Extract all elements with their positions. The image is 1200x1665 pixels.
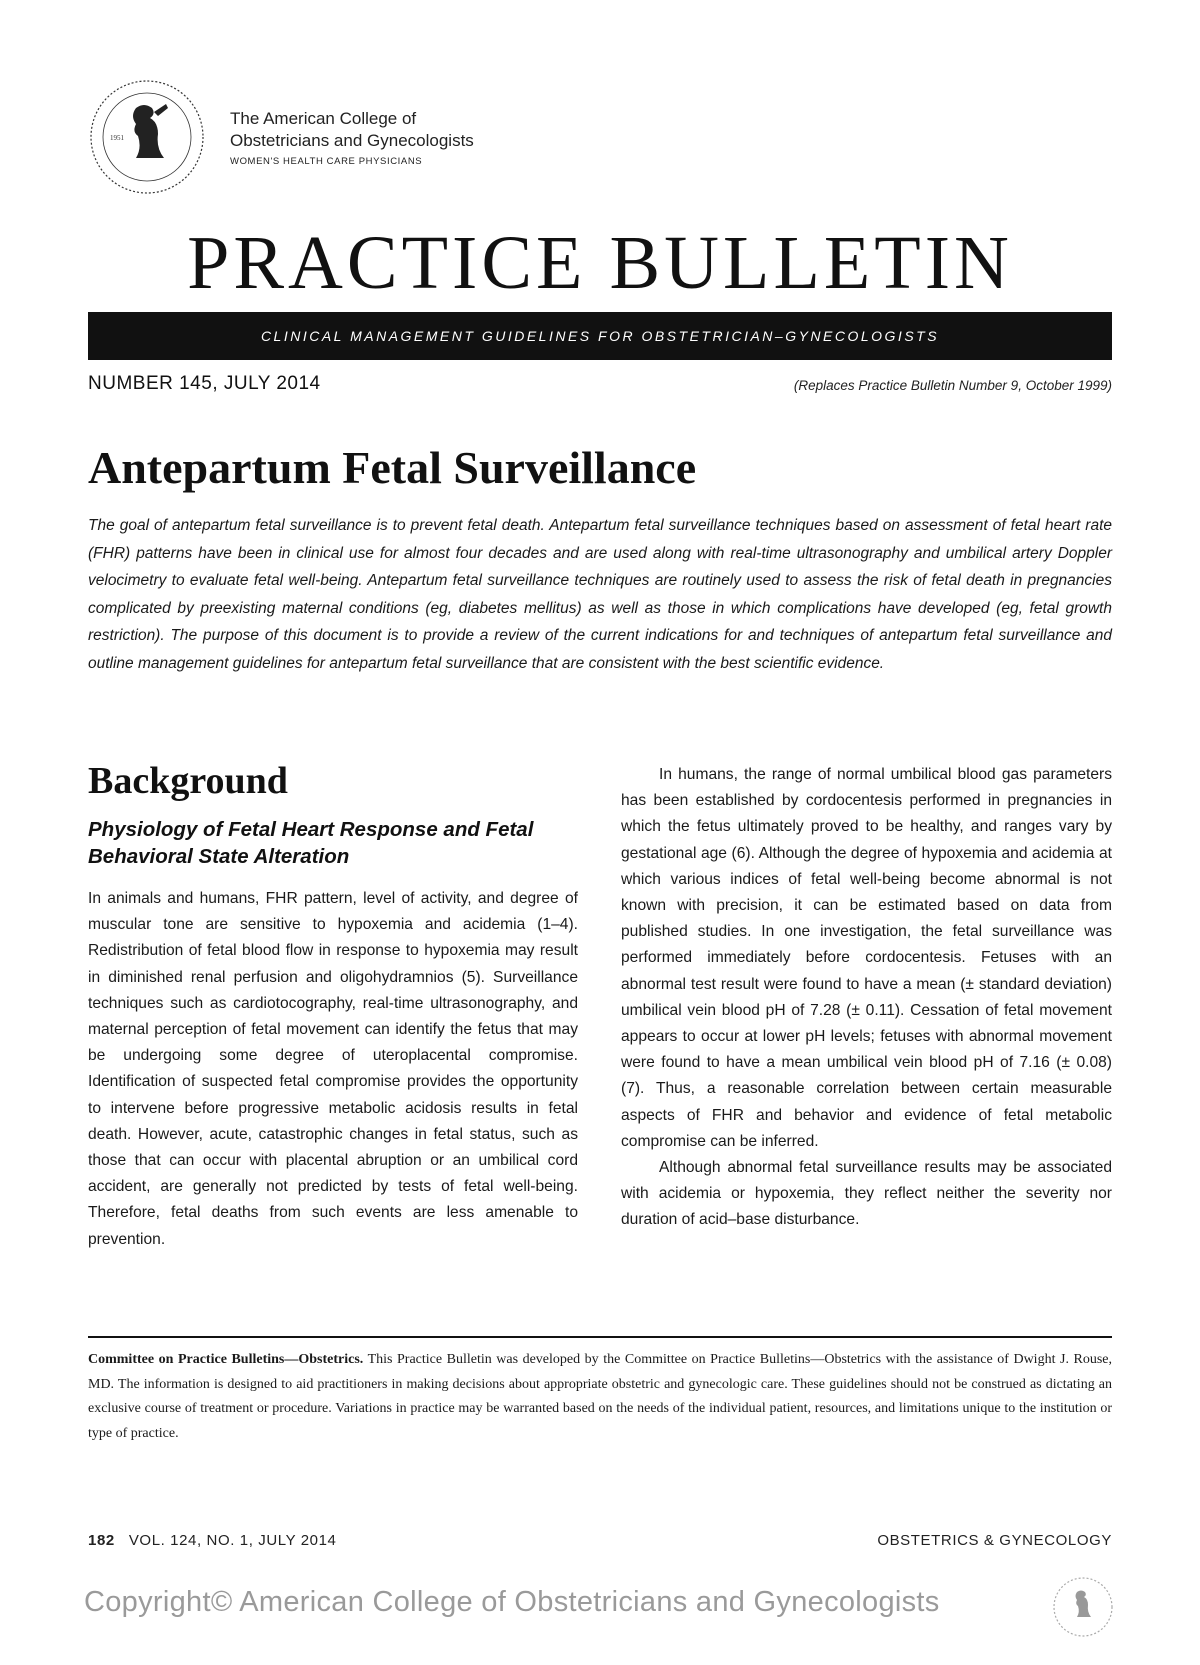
committee-note (88, 1348, 1112, 1446)
svg-text:1951: 1951 (110, 134, 124, 142)
body-paragraph: In animals and humans, FHR pattern, level of activity, and degree of muscular tone are sensitive to hypoxemia and acidemia (1–4). Redistribution of fetal blood flow in response to hypoxemia may result in diminished renal perfusion and oligohydramnios (5). Surveillance techniques such as cardiotocography, real-time ultrasonography, and maternal perception of fetal movement can identify the fetus that may be undergoing some degree of uteroplacental compromise. Identification of suspected fetal compromise provides the opportunity to intervene before progressive metabolic acidosis results in fetal death. However, acute, catastrophic changes in fetal status, such as those that can occur with placental abruption or an umbilical cord accident, are generally not predicted by tests of fetal well-being. Therefore, fetal deaths from such events are less amenable to prevention. (88, 890, 578, 1248)
acog-seal-icon (88, 78, 206, 196)
replaces-note: (Replaces Practice Bulletin Number 9, October 1999) (793, 378, 1112, 393)
footnote-divider (88, 1336, 1112, 1338)
org-name-line2: Obstetricians and Gynecologists (230, 131, 474, 150)
left-column (88, 758, 578, 1253)
right-column (621, 762, 1112, 1234)
footer-citation (88, 1532, 336, 1549)
body-paragraph: Although abnormal fetal surveillance results may be associated with acidemia or hypoxemia, they reflect neither the severity nor duration of acid–base disturbance. (621, 1159, 1112, 1229)
committee-lead: Committee on Practice Bulletins—Obstetrics. (88, 1352, 364, 1367)
bulletin-title: PRACTICE BULLETIN (187, 221, 1013, 305)
acog-seal-icon (1052, 1576, 1114, 1638)
subsection-heading: Physiology of Fetal Heart Response and Fetal Behavioral State Alteration (88, 818, 534, 868)
volume-info: VOL. 124, NO. 1, JULY 2014 (128, 1532, 337, 1549)
guidelines-banner: CLINICAL MANAGEMENT GUIDELINES FOR OBSTETRICIAN–GYNECOLOGISTS (88, 312, 1112, 360)
org-tagline: WOMEN'S HEALTH CARE PHYSICIANS (230, 156, 423, 167)
org-name-line1: The American College of (230, 109, 417, 128)
abstract: The goal of antepartum fetal surveillance is to prevent fetal death. Antepartum fetal surveillance techniques based on assessment of fetal heart rate (FHR) patterns have been in clinical use for almost four decades and are used along with real-time ultrasonography and umbilical artery Doppler velocimetry to evaluate fetal well-being. Antepartum fetal surveillance techniques are routinely used to assess the risk of fetal death in pregnancies complicated by preexisting maternal conditions (eg, diabetes mellitus) as well as those in which complications have developed (eg, fetal growth restriction). The purpose of this document is to provide a review of the current indications for and techniques of antepartum fetal surveillance and outline management guidelines for antepartum fetal surveillance that are consistent with the best scientific evidence. (88, 517, 1112, 672)
body-paragraph: In humans, the range of normal umbilical blood gas parameters has been established by cordocentesis performed in pregnancies in which the fetus ultimately proved to be healthy, and ranges vary by gestational age (6). Although the degree of hypoxemia and acidemia at which various indices of fetal well-being become abnormal is not known with precision, it can be estimated based on data from published studies. In one investigation, the fetal surveillance was performed immediately before cordocentesis. Fetuses with an abnormal test result were found to have a mean (± standard deviation) umbilical vein blood pH of 7.28 (± 0.11). Cessation of fetal movement appears to occur at lower pH levels; fetuses with abnormal movement were found to have a mean umbilical vein blood pH of 7.16 (± 0.08) (7). Thus, a reasonable correlation between certain measurable aspects of FHR and behavior and evidence of fetal metabolic compromise can be inferred. (621, 766, 1112, 1150)
journal-name: OBSTETRICS & GYNECOLOGY (877, 1532, 1112, 1549)
section-heading: Background (88, 760, 288, 802)
bulletin-number: NUMBER 145, JULY 2014 (88, 373, 321, 394)
committee-text: This Practice Bulletin was developed by the Committee on Practice Bulletins—Obstetrics with the assistance of Dwight J. Rouse, MD. The information is designed to aid practitioners in making decisions about appropriate obstetric and gynecologic care. These guidelines should not be construed as dictating an exclusive course of treatment or procedure. Variations in practice may be warranted based on the needs of the individual patient, resources, and limitations unique to the institution or type of practice. (88, 1352, 1112, 1441)
document-title: Antepartum Fetal Surveillance (88, 442, 697, 493)
page-number: 182 (88, 1532, 115, 1549)
organization-name (230, 108, 474, 167)
copyright-watermark: Copyright© American College of Obstetricians and Gynecologists (84, 1586, 940, 1618)
